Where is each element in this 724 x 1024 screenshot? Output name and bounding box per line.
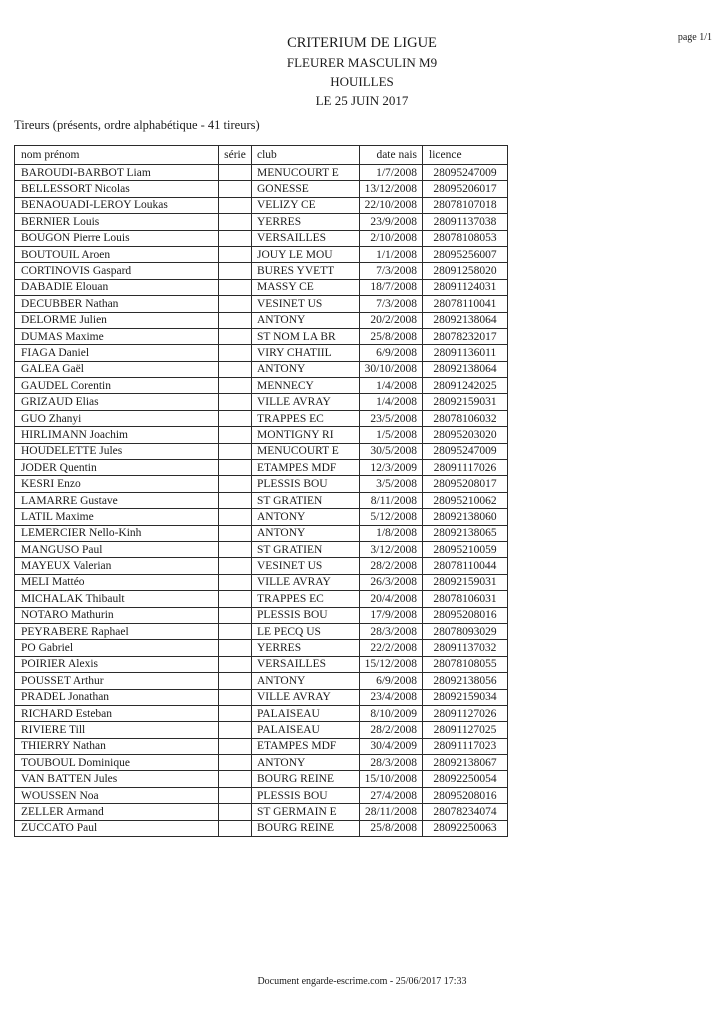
fencer-licence: 28095247009 xyxy=(423,165,508,181)
table-row xyxy=(15,460,508,476)
fencer-club: VESINET US xyxy=(252,558,360,574)
fencer-serie xyxy=(219,509,252,525)
fencer-birthdate: 1/4/2008 xyxy=(360,394,423,410)
fencer-name: MELI Mattéo xyxy=(15,574,219,590)
table-row xyxy=(15,263,508,279)
fencer-birthdate: 23/5/2008 xyxy=(360,410,423,426)
fencer-serie xyxy=(219,410,252,426)
weapon-category-line: FLEURER MASCULIN M9 xyxy=(286,55,438,70)
fencer-licence: 28091137032 xyxy=(423,640,508,656)
fencer-club: GONESSE xyxy=(252,181,360,197)
page-number: page 1/1 xyxy=(677,32,712,43)
fencer-licence: 28078106031 xyxy=(423,591,508,607)
table-row xyxy=(15,165,508,181)
fencer-licence: 28078110044 xyxy=(423,558,508,574)
fencer-birthdate: 15/10/2008 xyxy=(360,771,423,787)
fencer-birthdate: 1/4/2008 xyxy=(360,378,423,394)
fencer-serie xyxy=(219,558,252,574)
fencer-serie xyxy=(219,312,252,328)
fencer-serie xyxy=(219,246,252,262)
fencer-serie xyxy=(219,640,252,656)
table-row xyxy=(15,787,508,803)
fencer-name: LAMARRE Gustave xyxy=(15,492,219,508)
fencer-club: ANTONY xyxy=(252,755,360,771)
fencer-name: HIRLIMANN Joachim xyxy=(15,427,219,443)
fencer-name: DELORME Julien xyxy=(15,312,219,328)
fencer-birthdate: 28/2/2008 xyxy=(360,722,423,738)
fencer-name: MICHALAK Thibault xyxy=(15,591,219,607)
fencer-club: PLESSIS BOU xyxy=(252,787,360,803)
document-footer: Document engarde-escrime.com - 25/06/2017 17:33 xyxy=(257,976,467,987)
fencer-name: BOUTOUIL Aroen xyxy=(15,246,219,262)
table-row xyxy=(15,656,508,672)
fencer-licence: 28092138065 xyxy=(423,525,508,541)
fencer-serie xyxy=(219,525,252,541)
table-header-row xyxy=(15,146,508,165)
fencer-birthdate: 8/10/2009 xyxy=(360,705,423,721)
fencer-serie xyxy=(219,345,252,361)
table-row xyxy=(15,738,508,754)
fencer-club: PALAISEAU xyxy=(252,722,360,738)
fencer-club: ANTONY xyxy=(252,361,360,377)
fencer-licence: 28092138067 xyxy=(423,755,508,771)
fencer-club: VERSAILLES xyxy=(252,230,360,246)
table-row xyxy=(15,574,508,590)
table-row xyxy=(15,427,508,443)
fencer-serie xyxy=(219,541,252,557)
fencer-licence: 28095203020 xyxy=(423,427,508,443)
column-header-serie: série xyxy=(219,146,252,165)
fencer-birthdate: 1/7/2008 xyxy=(360,165,423,181)
fencer-club: VESINET US xyxy=(252,296,360,312)
table-row xyxy=(15,509,508,525)
fencer-birthdate: 25/8/2008 xyxy=(360,820,423,836)
fencer-serie xyxy=(219,705,252,721)
fencer-licence: 28091127025 xyxy=(423,722,508,738)
fencer-birthdate: 23/9/2008 xyxy=(360,214,423,230)
fencer-birthdate: 28/2/2008 xyxy=(360,558,423,574)
table-row xyxy=(15,820,508,836)
column-header-licence: licence xyxy=(423,146,508,165)
fencer-club: VERSAILLES xyxy=(252,656,360,672)
fencer-birthdate: 1/1/2008 xyxy=(360,246,423,262)
fencer-birthdate: 27/4/2008 xyxy=(360,787,423,803)
fencer-name: FIAGA Daniel xyxy=(15,345,219,361)
fencer-club: MENNECY xyxy=(252,378,360,394)
fencer-name: GUO Zhanyi xyxy=(15,410,219,426)
fencer-birthdate: 15/12/2008 xyxy=(360,656,423,672)
fencer-licence: 28078108055 xyxy=(423,656,508,672)
fencer-serie xyxy=(219,591,252,607)
fencer-licence: 28095206017 xyxy=(423,181,508,197)
fencer-name: BAROUDI-BARBOT Liam xyxy=(15,165,219,181)
fencer-licence: 28092250054 xyxy=(423,771,508,787)
fencer-name: PRADEL Jonathan xyxy=(15,689,219,705)
fencer-club: ANTONY xyxy=(252,312,360,328)
table-row xyxy=(15,771,508,787)
fencer-name: GALEA Gaël xyxy=(15,361,219,377)
fencer-serie xyxy=(219,214,252,230)
fencer-serie xyxy=(219,230,252,246)
fencer-birthdate: 28/3/2008 xyxy=(360,755,423,771)
fencer-name: GAUDEL Corentin xyxy=(15,378,219,394)
fencer-club: ST GRATIEN xyxy=(252,492,360,508)
fencer-licence: 28095256007 xyxy=(423,246,508,262)
fencer-serie xyxy=(219,476,252,492)
fencer-serie xyxy=(219,181,252,197)
fencer-club: BOURG REINE xyxy=(252,771,360,787)
fencer-name: PEYRABERE Raphael xyxy=(15,623,219,639)
fencer-licence: 28078232017 xyxy=(423,328,508,344)
table-row xyxy=(15,181,508,197)
table-row xyxy=(15,623,508,639)
fencer-birthdate: 26/3/2008 xyxy=(360,574,423,590)
fencer-name: GRIZAUD Elias xyxy=(15,394,219,410)
fencer-club: PALAISEAU xyxy=(252,705,360,721)
fencer-serie xyxy=(219,787,252,803)
fencer-club: ANTONY xyxy=(252,673,360,689)
table-row xyxy=(15,640,508,656)
fencer-club: MONTIGNY RI xyxy=(252,427,360,443)
fencer-licence: 28095210062 xyxy=(423,492,508,508)
fencer-name: TOUBOUL Dominique xyxy=(15,755,219,771)
fencer-licence: 28091242025 xyxy=(423,378,508,394)
fencer-club: ST GERMAIN E xyxy=(252,804,360,820)
fencer-name: ZELLER Armand xyxy=(15,804,219,820)
fencer-licence: 28078108053 xyxy=(423,230,508,246)
fencer-serie xyxy=(219,361,252,377)
fencer-serie xyxy=(219,279,252,295)
fencer-name: DUMAS Maxime xyxy=(15,328,219,344)
fencer-birthdate: 22/10/2008 xyxy=(360,197,423,213)
fencer-serie xyxy=(219,263,252,279)
fencer-serie xyxy=(219,820,252,836)
fencer-birthdate: 23/4/2008 xyxy=(360,689,423,705)
column-header-name: nom prénom xyxy=(15,146,219,165)
fencer-club: JOUY LE MOU xyxy=(252,246,360,262)
table-row xyxy=(15,328,508,344)
fencer-name: POIRIER Alexis xyxy=(15,656,219,672)
fencer-licence: 28095208016 xyxy=(423,787,508,803)
fencer-licence: 28095210059 xyxy=(423,541,508,557)
fencer-serie xyxy=(219,722,252,738)
fencer-birthdate: 30/10/2008 xyxy=(360,361,423,377)
fencer-club: ST NOM LA BR xyxy=(252,328,360,344)
fencer-club: BOURG REINE xyxy=(252,820,360,836)
fencer-birthdate: 28/11/2008 xyxy=(360,804,423,820)
fencer-licence: 28078093029 xyxy=(423,623,508,639)
fencer-licence: 28078234074 xyxy=(423,804,508,820)
fencer-birthdate: 22/2/2008 xyxy=(360,640,423,656)
table-row xyxy=(15,591,508,607)
fencer-licence: 28078107018 xyxy=(423,197,508,213)
fencer-serie xyxy=(219,656,252,672)
venue-line: HOUILLES xyxy=(330,74,394,89)
table-row xyxy=(15,345,508,361)
fencer-serie xyxy=(219,804,252,820)
fencer-club: YERRES xyxy=(252,640,360,656)
fencer-serie xyxy=(219,328,252,344)
fencer-licence: 28095208016 xyxy=(423,607,508,623)
fencer-birthdate: 1/8/2008 xyxy=(360,525,423,541)
fencer-name: DECUBBER Nathan xyxy=(15,296,219,312)
fencer-licence: 28092159034 xyxy=(423,689,508,705)
table-row xyxy=(15,312,508,328)
table-row xyxy=(15,361,508,377)
fencer-serie xyxy=(219,165,252,181)
fencer-birthdate: 7/3/2008 xyxy=(360,296,423,312)
fencer-name: HOUDELETTE Jules xyxy=(15,443,219,459)
fencer-club: PLESSIS BOU xyxy=(252,476,360,492)
fencer-club: PLESSIS BOU xyxy=(252,607,360,623)
table-row xyxy=(15,722,508,738)
fencer-name: MAYEUX Valerian xyxy=(15,558,219,574)
fencer-name: WOUSSEN Noa xyxy=(15,787,219,803)
fencer-name: VAN BATTEN Jules xyxy=(15,771,219,787)
fencer-club: MENUCOURT E xyxy=(252,165,360,181)
fencer-birthdate: 5/12/2008 xyxy=(360,509,423,525)
fencer-club: ST GRATIEN xyxy=(252,541,360,557)
fencer-club: ETAMPES MDF xyxy=(252,738,360,754)
table-row xyxy=(15,541,508,557)
table-row xyxy=(15,689,508,705)
fencer-serie xyxy=(219,771,252,787)
fencer-serie xyxy=(219,574,252,590)
fencer-club: VILLE AVRAY xyxy=(252,394,360,410)
fencer-birthdate: 2/10/2008 xyxy=(360,230,423,246)
fencer-birthdate: 12/3/2009 xyxy=(360,460,423,476)
fencer-serie xyxy=(219,296,252,312)
fencer-licence: 28091137038 xyxy=(423,214,508,230)
table-row xyxy=(15,410,508,426)
competition-title: CRITERIUM DE LIGUE xyxy=(287,35,437,51)
fencer-name: BELLESSORT Nicolas xyxy=(15,181,219,197)
fencer-serie xyxy=(219,607,252,623)
fencer-serie xyxy=(219,394,252,410)
fencer-birthdate: 7/3/2008 xyxy=(360,263,423,279)
fencer-name: JODER Quentin xyxy=(15,460,219,476)
table-row xyxy=(15,296,508,312)
fencer-birthdate: 6/9/2008 xyxy=(360,673,423,689)
fencer-licence: 28092138064 xyxy=(423,312,508,328)
table-row xyxy=(15,804,508,820)
table-row xyxy=(15,673,508,689)
table-row xyxy=(15,279,508,295)
table-row xyxy=(15,394,508,410)
fencer-birthdate: 17/9/2008 xyxy=(360,607,423,623)
table-row xyxy=(15,607,508,623)
fencer-club: LE PECQ US xyxy=(252,623,360,639)
fencer-licence: 28091258020 xyxy=(423,263,508,279)
fencer-name: BOUGON Pierre Louis xyxy=(15,230,219,246)
fencer-name: LATIL Maxime xyxy=(15,509,219,525)
fencer-birthdate: 13/12/2008 xyxy=(360,181,423,197)
fencer-serie xyxy=(219,689,252,705)
fencer-name: LEMERCIER Nello-Kinh xyxy=(15,525,219,541)
fencer-birthdate: 30/5/2008 xyxy=(360,443,423,459)
fencer-licence: 28092159031 xyxy=(423,394,508,410)
table-row xyxy=(15,443,508,459)
table-row xyxy=(15,378,508,394)
fencer-name: RIVIERE Till xyxy=(15,722,219,738)
fencer-club: TRAPPES EC xyxy=(252,410,360,426)
fencer-club: VIRY CHATIIL xyxy=(252,345,360,361)
fencer-licence: 28092138060 xyxy=(423,509,508,525)
fencer-birthdate: 3/5/2008 xyxy=(360,476,423,492)
table-row xyxy=(15,525,508,541)
fencer-licence: 28095208017 xyxy=(423,476,508,492)
fencer-name: CORTINOVIS Gaspard xyxy=(15,263,219,279)
fencer-birthdate: 18/7/2008 xyxy=(360,279,423,295)
fencer-name: ZUCCATO Paul xyxy=(15,820,219,836)
fencer-name: PO Gabriel xyxy=(15,640,219,656)
fencer-licence: 28092250063 xyxy=(423,820,508,836)
fencer-licence: 28091127026 xyxy=(423,705,508,721)
document-header xyxy=(0,34,724,110)
table-row xyxy=(15,476,508,492)
fencer-club: VILLE AVRAY xyxy=(252,574,360,590)
column-header-club: club xyxy=(252,146,360,165)
fencer-licence: 28078106032 xyxy=(423,410,508,426)
fencer-licence: 28091124031 xyxy=(423,279,508,295)
fencer-serie xyxy=(219,492,252,508)
fencer-licence: 28078110041 xyxy=(423,296,508,312)
fencer-club: MASSY CE xyxy=(252,279,360,295)
fencer-licence: 28095247009 xyxy=(423,443,508,459)
fencer-birthdate: 30/4/2009 xyxy=(360,738,423,754)
fencer-serie xyxy=(219,443,252,459)
fencer-serie xyxy=(219,755,252,771)
fencer-serie xyxy=(219,197,252,213)
fencer-club: ETAMPES MDF xyxy=(252,460,360,476)
fencer-club: ANTONY xyxy=(252,509,360,525)
fencer-club: TRAPPES EC xyxy=(252,591,360,607)
fencer-club: YERRES xyxy=(252,214,360,230)
fencer-licence: 28092138064 xyxy=(423,361,508,377)
fencer-birthdate: 20/2/2008 xyxy=(360,312,423,328)
table-row xyxy=(15,197,508,213)
fencer-serie xyxy=(219,460,252,476)
fencer-licence: 28091136011 xyxy=(423,345,508,361)
fencer-serie xyxy=(219,378,252,394)
fencer-club: ANTONY xyxy=(252,525,360,541)
section-label: Tireurs (présents, ordre alphabétique - 41 tireurs) xyxy=(14,118,260,132)
table-row xyxy=(15,558,508,574)
fencer-name: MANGUSO Paul xyxy=(15,541,219,557)
table-body xyxy=(15,165,508,837)
fencer-birthdate: 8/11/2008 xyxy=(360,492,423,508)
column-header-birthdate: date nais xyxy=(360,146,423,165)
fencer-name: RICHARD Esteban xyxy=(15,705,219,721)
date-line: LE 25 JUIN 2017 xyxy=(315,93,409,108)
table-row xyxy=(15,230,508,246)
fencer-licence: 28091117023 xyxy=(423,738,508,754)
fencer-name: KESRI Enzo xyxy=(15,476,219,492)
table-row xyxy=(15,246,508,262)
table-row xyxy=(15,755,508,771)
fencer-serie xyxy=(219,673,252,689)
fencer-name: BERNIER Louis xyxy=(15,214,219,230)
fencer-name: DABADIE Elouan xyxy=(15,279,219,295)
fencer-licence: 28092138056 xyxy=(423,673,508,689)
table-row xyxy=(15,214,508,230)
fencer-club: MENUCOURT E xyxy=(252,443,360,459)
fencer-name: BENAOUADI-LEROY Loukas xyxy=(15,197,219,213)
fencer-name: THIERRY Nathan xyxy=(15,738,219,754)
table-row xyxy=(15,705,508,721)
fencer-club: VELIZY CE xyxy=(252,197,360,213)
fencer-serie xyxy=(219,738,252,754)
table-row xyxy=(15,492,508,508)
fencer-club: BURES YVETT xyxy=(252,263,360,279)
fencer-name: POUSSET Arthur xyxy=(15,673,219,689)
fencer-birthdate: 3/12/2008 xyxy=(360,541,423,557)
fencer-club: VILLE AVRAY xyxy=(252,689,360,705)
fencer-serie xyxy=(219,427,252,443)
fencer-licence: 28091117026 xyxy=(423,460,508,476)
fencer-birthdate: 1/5/2008 xyxy=(360,427,423,443)
fencer-birthdate: 20/4/2008 xyxy=(360,591,423,607)
fencer-birthdate: 25/8/2008 xyxy=(360,328,423,344)
fencer-serie xyxy=(219,623,252,639)
fencer-birthdate: 6/9/2008 xyxy=(360,345,423,361)
fencer-name: NOTARO Mathurin xyxy=(15,607,219,623)
fencer-birthdate: 28/3/2008 xyxy=(360,623,423,639)
fencers-table xyxy=(14,145,508,837)
fencer-licence: 28092159031 xyxy=(423,574,508,590)
